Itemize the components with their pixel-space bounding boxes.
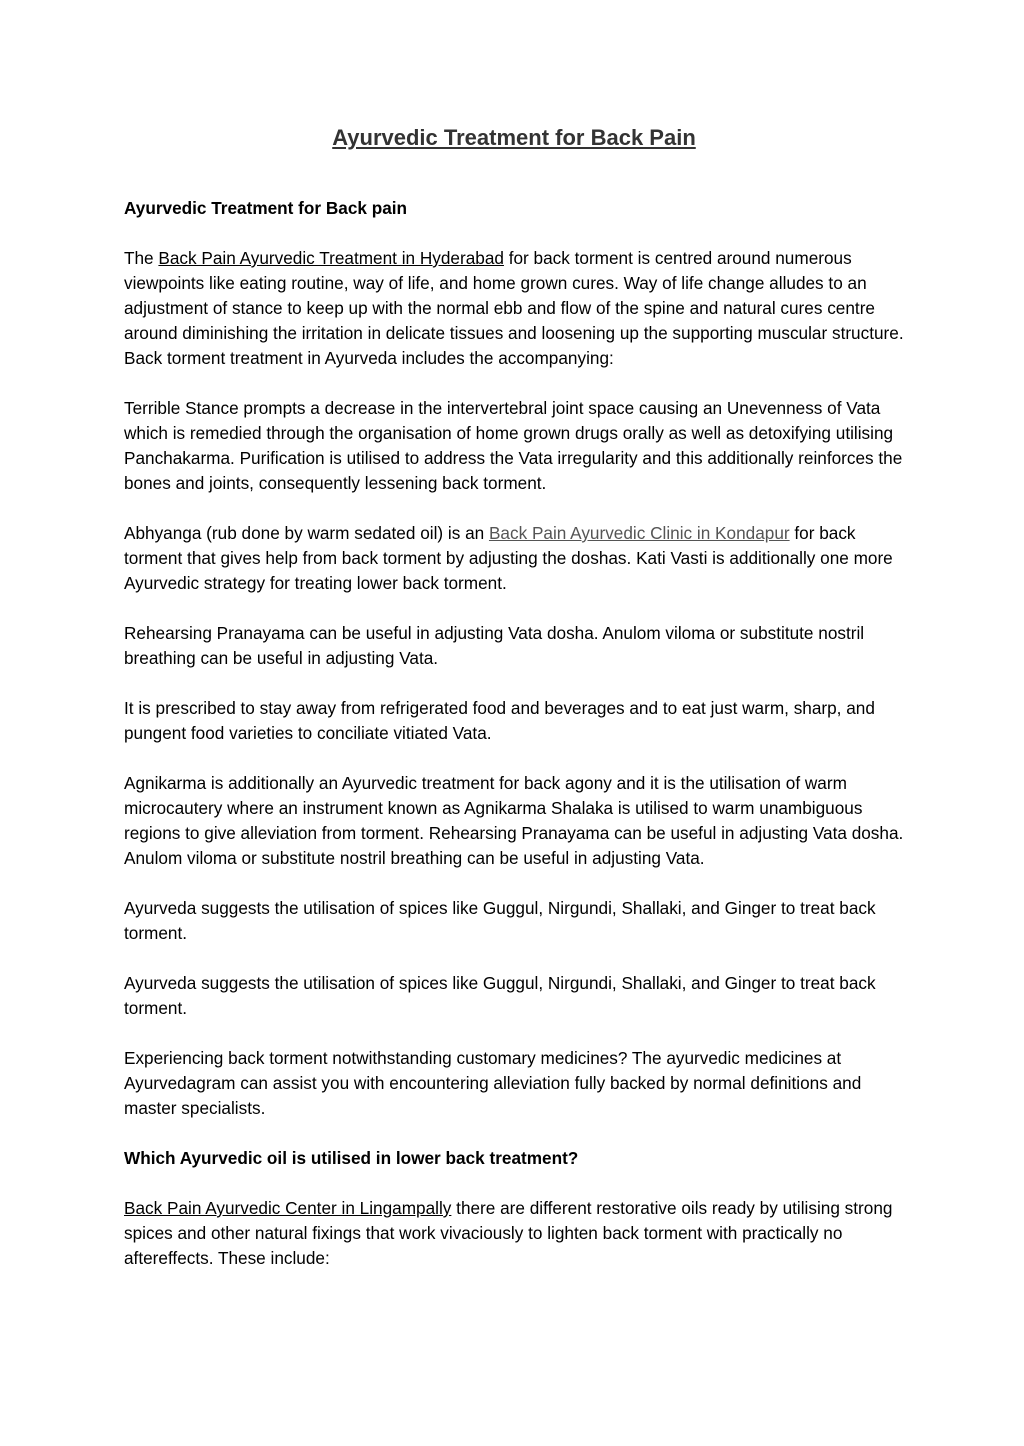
paragraph-stance: Terrible Stance prompts a decrease in the intervertebral joint space causing an Unevenness of Vata which is remedied through the organisation of home grown drugs orally as well as detoxifying utilising Panchakarma. Purification is utilised to address the Vata irregularity and this additionally reinforces the bones and joints, consequently lessening back torment. [124,398,903,493]
section-heading-treatment: Ayurvedic Treatment for Back pain [124,198,408,218]
link-back-pain-clinic-kondapur[interactable]: Back Pain Ayurvedic Clinic in Kondapur [488,523,790,543]
paragraph-intro-body: for back torment is centred around numerous viewpoints like eating routine, way of life, and home grown cures. Way of life change alludes to an adjustment of stance to keep up with the normal ebb and flow of the spine and natural cures centre around diminishing the irritation in delicate tissues and loosening up the supporting muscular structure. Back torment treatment in Ayurveda includes the accompanying: [124,248,904,368]
paragraph-ayurvedagram: Experiencing back torment notwithstanding customary medicines? The ayurvedic medicines at Ayurvedagram can assist you with encountering alleviation fully backed by normal definitions and master specialists. [124,1048,862,1118]
paragraph-abhyanga-body: for back torment that gives help from back torment by adjusting the doshas. Kati Vasti is additionally one more Ayurvedic strategy for treating lower back torment. [124,523,893,593]
paragraph-spices-1: Ayurveda suggests the utilisation of spices like Guggul, Nirgundi, Shallaki, and Ginger to treat back torment. [124,898,876,943]
document-page [124,120,904,1296]
section-heading-oil: Which Ayurvedic oil is utilised in lower back treatment? [124,1148,579,1168]
paragraph-oils [124,1196,904,1271]
paragraph-agnikarma: Agnikarma is additionally an Ayurvedic treatment for back agony and it is the utilisation of warm microcautery where an instrument known as Agnikarma Shalaka is utilised to warm unambiguous regions to give alleviation from torment. Rehearsing Pranayama can be useful in adjusting Vata dosha. Anulom viloma or substitute nostril breathing can be useful in adjusting Vata. [124,773,904,868]
paragraph-abhyanga-lead: Abhyanga (rub done by warm sedated oil) is an [124,523,489,543]
paragraph-spices-2: Ayurveda suggests the utilisation of spices like Guggul, Nirgundi, Shallaki, and Ginger to treat back torment. [124,973,876,1018]
paragraph-intro-lead: The [124,248,159,268]
paragraph-intro [124,246,904,371]
paragraph-abhyanga [124,521,904,596]
page-title: Ayurvedic Treatment for Back Pain [332,125,696,150]
paragraph-oils-body: there are different restorative oils ready by utilising strong spices and other natural fixings that work vivaciously to lighten back torment with practically no aftereffects. These include: [124,1198,893,1268]
link-back-pain-treatment-hyderabad[interactable]: Back Pain Ayurvedic Treatment in Hyderabad [158,248,504,268]
paragraph-pranayama: Rehearsing Pranayama can be useful in adjusting Vata dosha. Anulom viloma or substitute nostril breathing can be useful in adjusting Vata. [124,623,865,668]
link-back-pain-center-lingampally[interactable]: Back Pain Ayurvedic Center in Lingampally [124,1198,452,1218]
paragraph-diet: It is prescribed to stay away from refrigerated food and beverages and to eat just warm, sharp, and pungent food varieties to conciliate vitiated Vata. [124,698,875,743]
